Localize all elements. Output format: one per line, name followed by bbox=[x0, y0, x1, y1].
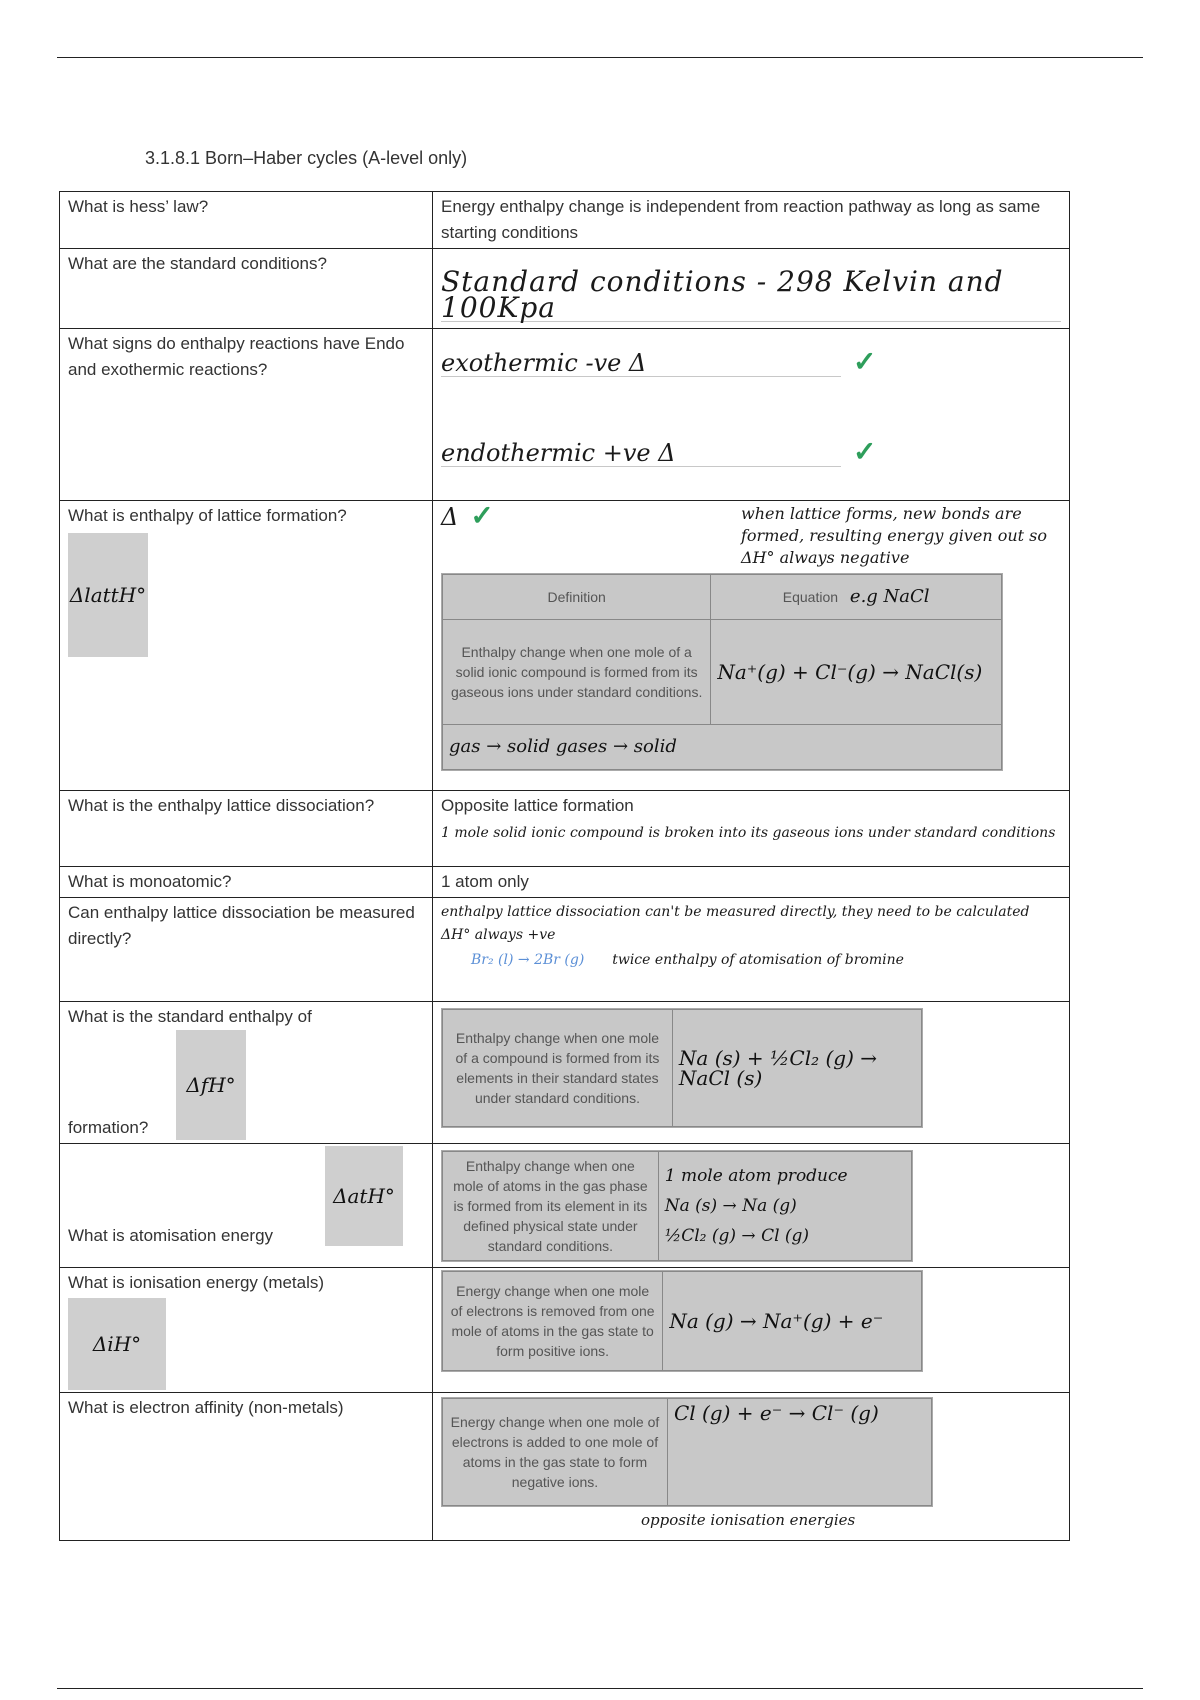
answer-cell bbox=[433, 192, 1070, 249]
atomisation-equation: ½Cl₂ (g) → Cl (g) bbox=[664, 1226, 810, 1246]
answer-cell bbox=[433, 867, 1070, 898]
footer-rule bbox=[57, 1688, 1143, 1689]
table-row bbox=[60, 898, 1070, 1002]
delta-symbol: Δ bbox=[441, 503, 459, 531]
answer-cell bbox=[433, 249, 1070, 329]
question-text: What signs do enthalpy reactions have Endo and exothermic reactions? bbox=[68, 334, 405, 379]
table-row bbox=[60, 1002, 1070, 1144]
question-cell bbox=[60, 329, 433, 501]
bromine-equation: Br₂ (l) → 2Br (g) bbox=[471, 952, 585, 968]
table-row bbox=[60, 791, 1070, 867]
question-cell bbox=[60, 1393, 433, 1541]
question-cell bbox=[60, 1268, 433, 1393]
handwritten-note: 1 mole solid ionic compound is broken into its gaseous ions under standard conditions bbox=[441, 825, 1056, 841]
photo-equation: Na (g) → Na⁺(g) + e⁻ bbox=[663, 1272, 922, 1371]
photo-equation: Na⁺(g) + Cl⁻(g) → NaCl(s) bbox=[711, 619, 1002, 725]
question-text: What is electron affinity (non-metals) bbox=[68, 1398, 344, 1417]
textbook-photo bbox=[441, 1397, 933, 1507]
table-row bbox=[60, 1393, 1070, 1541]
handwritten-note: opposite ionisation energies bbox=[641, 1511, 856, 1529]
answer-cell bbox=[433, 1268, 1070, 1393]
atomisation-note: 1 mole atom produce bbox=[664, 1166, 848, 1186]
photo-equation bbox=[658, 1152, 911, 1261]
table-row bbox=[60, 192, 1070, 249]
atomisation-equation: Na (s) → Na (g) bbox=[664, 1196, 797, 1216]
answer-text: Energy enthalpy change is independent from reaction pathway as long as same starting conditions bbox=[441, 197, 1041, 242]
photo-definition: Enthalpy change when one mole of a solid ionic compound is formed from its gaseous ions under standard conditions. bbox=[443, 619, 711, 725]
tick-icon: ✓ bbox=[853, 346, 877, 377]
photo-definition: Energy change when one mole of electrons is added to one mole of atoms in the gas state to form negative ions. bbox=[443, 1399, 668, 1506]
question-text: What is ionisation energy (metals) bbox=[68, 1273, 325, 1292]
question-text: What is atomisation energy bbox=[68, 1226, 274, 1245]
question-cell bbox=[60, 867, 433, 898]
question-text: What is monoatomic? bbox=[68, 872, 232, 891]
answer-cell bbox=[433, 791, 1070, 867]
photo-equation: Na (s) + ½Cl₂ (g) → NaCl (s) bbox=[672, 1010, 921, 1127]
answer-cell bbox=[433, 1002, 1070, 1144]
textbook-photo bbox=[441, 1270, 923, 1372]
table-row bbox=[60, 867, 1070, 898]
tick-icon: ✓ bbox=[470, 500, 494, 531]
lattice-note: when lattice forms, new bonds are formed, resulting energy given out so ΔH° always negative bbox=[741, 504, 1047, 567]
question-cell bbox=[60, 249, 433, 329]
answer-cell bbox=[433, 898, 1070, 1002]
question-text: What is enthalpy of lattice formation? bbox=[68, 506, 347, 525]
question-text: What are the standard conditions? bbox=[68, 254, 327, 273]
section-title: 3.1.8.1 Born–Haber cycles (A-level only) bbox=[145, 148, 468, 168]
exothermic-note: exothermic -ve Δ bbox=[441, 350, 841, 377]
question-text: What is the standard enthalpy of bbox=[68, 1007, 312, 1026]
handwritten-note: ΔH° always +ve bbox=[441, 927, 556, 943]
question-cell bbox=[60, 791, 433, 867]
tick-icon: ✓ bbox=[853, 436, 877, 467]
answer-text: 1 atom only bbox=[441, 872, 529, 891]
textbook-photo bbox=[441, 573, 1003, 771]
textbook-photo bbox=[441, 1150, 913, 1262]
handwritten-note: twice enthalpy of atomisation of bromine bbox=[612, 952, 904, 968]
handwritten-note: enthalpy lattice dissociation can't be measured directly, they need to be calculated bbox=[441, 904, 1030, 920]
question-cell bbox=[60, 1002, 433, 1144]
photo-equation: Cl (g) + e⁻ → Cl⁻ (g) bbox=[667, 1399, 931, 1506]
question-text: formation? bbox=[68, 1118, 149, 1137]
answer-cell bbox=[433, 329, 1070, 501]
photo-definition: Energy change when one mole of electrons is removed from one mole of atoms in the gas state to form positive ions. bbox=[443, 1272, 663, 1371]
handwritten-answer: Standard conditions - 298 Kelvin and 100Kpa bbox=[441, 269, 1061, 322]
photo-header-equation-label: Equation bbox=[782, 588, 839, 605]
revision-table bbox=[59, 191, 1070, 1541]
table-row bbox=[60, 329, 1070, 501]
formation-symbol-card: ΔfH° bbox=[176, 1030, 246, 1140]
answer-cell bbox=[433, 501, 1070, 791]
textbook-photo bbox=[441, 1008, 923, 1128]
photo-eg-note: e.g NaCl bbox=[849, 585, 930, 607]
question-text: What is hess’ law? bbox=[68, 197, 209, 216]
answer-cell bbox=[433, 1393, 1070, 1541]
lattice-symbol-card: ΔlattH° bbox=[68, 533, 148, 657]
answer-text: Opposite lattice formation bbox=[441, 796, 634, 815]
endothermic-note: endothermic +ve Δ bbox=[441, 440, 841, 467]
header-rule bbox=[57, 57, 1143, 58]
question-text: What is the enthalpy lattice dissociation? bbox=[68, 796, 375, 815]
table-row bbox=[60, 1268, 1070, 1393]
question-cell bbox=[60, 898, 433, 1002]
answer-cell bbox=[433, 1144, 1070, 1268]
table-row bbox=[60, 1144, 1070, 1268]
table-row bbox=[60, 249, 1070, 329]
atomisation-symbol-card: ΔatH° bbox=[325, 1146, 403, 1246]
ionisation-symbol-card: ΔiH° bbox=[68, 1298, 166, 1390]
table-row bbox=[60, 501, 1070, 791]
question-cell bbox=[60, 1144, 433, 1268]
photo-definition: Enthalpy change when one mole of atoms in the gas phase is formed from its element in its defined physical state under standard conditions. bbox=[443, 1152, 659, 1261]
question-text: Can enthalpy lattice dissociation be measured directly? bbox=[68, 903, 415, 948]
photo-header-equation bbox=[711, 575, 1002, 620]
photo-definition: Enthalpy change when one mole of a compound is formed from its elements in their standard states under standard conditions. bbox=[443, 1010, 673, 1127]
question-cell bbox=[60, 501, 433, 791]
photo-header-definition: Definition bbox=[443, 575, 711, 620]
photo-footnote: gas → solid gases → solid bbox=[443, 725, 1002, 770]
question-cell bbox=[60, 192, 433, 249]
